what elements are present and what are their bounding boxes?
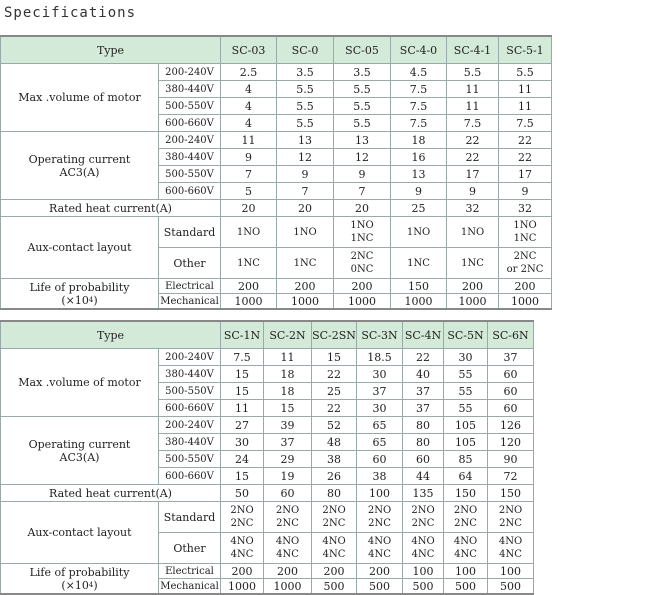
aux-other-label: Other — [159, 533, 221, 564]
voltage-label: 200-240V — [159, 64, 221, 81]
value-cell: 11 — [499, 81, 552, 98]
value-cell: 7.5 — [221, 349, 264, 366]
voltage-label: 600-660V — [159, 400, 221, 417]
voltage-label: 380-440V — [159, 366, 221, 383]
value-cell — [488, 502, 534, 533]
aux-standard-label: Standard — [159, 502, 221, 533]
voltage-label: 380-440V — [159, 434, 221, 451]
value-cell: 7.5 — [447, 115, 499, 132]
value-cell: 5.5 — [277, 98, 334, 115]
value-line: 2NC — [454, 518, 477, 529]
voltage-label: 600-660V — [159, 468, 221, 485]
value-line: 2NC — [513, 251, 537, 262]
value-cell: 60 — [488, 383, 534, 400]
value-cell: 55 — [444, 366, 488, 383]
max-volume-label: Max .volume of motor — [1, 349, 159, 417]
value-cell: 500 — [444, 579, 488, 595]
life-label — [1, 564, 159, 595]
value-cell — [488, 533, 534, 564]
rated-heat-label: Rated heat current(A) — [1, 200, 221, 217]
rated-heat-label: Rated heat current(A) — [1, 485, 221, 502]
value-cell: 39 — [264, 417, 312, 434]
value-cell: 40 — [403, 366, 444, 383]
value-line: 4NO — [498, 536, 523, 547]
value-line: 1NO — [406, 226, 431, 238]
value-cell — [221, 502, 264, 533]
value-cell: 9 — [334, 166, 391, 183]
value-cell: 11 — [264, 349, 312, 366]
model-header: SC-4N — [403, 321, 444, 349]
value-cell: 12 — [334, 149, 391, 166]
voltage-label: 200-240V — [159, 132, 221, 149]
value-cell: 3.5 — [334, 64, 391, 81]
value-cell: 22 — [312, 400, 357, 417]
value-cell — [403, 502, 444, 533]
operating-current-line2: AC3(A) — [59, 165, 100, 179]
value-line: 2NC — [322, 518, 346, 529]
value-cell: 135 — [403, 485, 444, 502]
value-cell: 7 — [334, 183, 391, 200]
value-line: 2NC — [230, 518, 254, 529]
value-cell: 5.5 — [447, 64, 499, 81]
spec-table-2 — [0, 320, 534, 595]
value-cell: 16 — [391, 149, 447, 166]
value-cell: 9 — [499, 183, 552, 200]
value-cell: 7.5 — [391, 98, 447, 115]
value-cell: 1000 — [221, 579, 264, 595]
value-line: 0NC — [350, 264, 374, 275]
value-cell: 200 — [334, 279, 391, 294]
value-line: 2NC — [499, 518, 522, 529]
value-line: 2NC — [350, 251, 374, 262]
value-cell: 126 — [488, 417, 534, 434]
value-line: 2NO — [453, 505, 478, 516]
value-cell: 4 — [221, 115, 277, 132]
value-cell: 7 — [221, 166, 277, 183]
model-header: SC-4-0 — [391, 36, 447, 64]
value-cell: 15 — [312, 349, 357, 366]
aux-standard-row — [1, 217, 552, 248]
value-line: 1NC — [350, 233, 374, 244]
model-header: SC-5-1 — [499, 36, 552, 64]
value-cell: 500 — [403, 579, 444, 595]
value-cell: 500 — [357, 579, 403, 595]
value-cell: 20 — [277, 200, 334, 217]
value-cell: 55 — [444, 383, 488, 400]
voltage-label: 600-660V — [159, 115, 221, 132]
value-cell: 105 — [444, 417, 488, 434]
spec-table-1 — [0, 35, 552, 310]
value-cell: 25 — [312, 383, 357, 400]
value-cell: 26 — [312, 468, 357, 485]
value-cell: 22 — [447, 132, 499, 149]
value-cell: 1000 — [334, 294, 391, 310]
value-cell — [221, 533, 264, 564]
operating-current-label — [1, 132, 159, 200]
value-cell: 27 — [221, 417, 264, 434]
value-cell: 1000 — [264, 579, 312, 595]
value-cell: 200 — [312, 564, 357, 579]
value-line: 4NO — [230, 536, 254, 547]
value-cell — [312, 533, 357, 564]
value-cell: 100 — [488, 564, 534, 579]
value-cell: 65 — [357, 434, 403, 451]
value-cell: 11 — [499, 98, 552, 115]
value-cell: 90 — [488, 451, 534, 468]
life-unit-close: ) — [93, 293, 98, 307]
value-cell — [447, 248, 499, 279]
value-cell — [499, 217, 552, 248]
model-header: SC-0 — [277, 36, 334, 64]
table-row — [1, 132, 552, 149]
value-cell: 15 — [221, 468, 264, 485]
value-cell: 1000 — [391, 294, 447, 310]
voltage-label: 500-550V — [159, 166, 221, 183]
life-line2 — [1, 294, 158, 307]
value-line: 1NC — [293, 257, 317, 269]
value-cell: 100 — [357, 485, 403, 502]
life-electrical-row — [1, 564, 534, 579]
value-cell: 1000 — [221, 294, 277, 310]
value-cell: 60 — [357, 451, 403, 468]
value-line: 4NO — [275, 536, 300, 547]
aux-contact-label: Aux-contact layout — [1, 217, 159, 279]
rated-heat-row — [1, 485, 534, 502]
value-cell: 32 — [499, 200, 552, 217]
value-cell: 17 — [447, 166, 499, 183]
value-cell: 38 — [357, 468, 403, 485]
aux-standard-row — [1, 502, 534, 533]
value-cell: 30 — [357, 400, 403, 417]
value-cell: 105 — [444, 434, 488, 451]
voltage-label: 380-440V — [159, 81, 221, 98]
voltage-label: 600-660V — [159, 183, 221, 200]
value-cell: 48 — [312, 434, 357, 451]
value-cell — [264, 502, 312, 533]
value-cell: 500 — [312, 579, 357, 595]
value-cell: 37 — [403, 383, 444, 400]
value-cell: 5.5 — [499, 64, 552, 81]
value-cell: 22 — [447, 149, 499, 166]
value-cell: 37 — [403, 400, 444, 417]
value-cell: 5.5 — [334, 98, 391, 115]
value-cell: 60 — [488, 400, 534, 417]
value-cell: 7.5 — [391, 81, 447, 98]
voltage-label: 200-240V — [159, 417, 221, 434]
life-line1: Life of probability — [29, 565, 130, 579]
life-electrical-row — [1, 279, 552, 294]
value-cell: 5.5 — [277, 81, 334, 98]
value-cell: 37 — [488, 349, 534, 366]
life-unit-exponent: 4 — [88, 580, 94, 589]
value-line: 1NO — [236, 226, 261, 238]
value-cell: 2.5 — [221, 64, 277, 81]
value-cell: 11 — [221, 132, 277, 149]
operating-current-line1: Operating current — [28, 152, 131, 166]
life-line2 — [1, 579, 158, 592]
value-cell: 22 — [403, 349, 444, 366]
value-cell — [499, 248, 552, 279]
value-cell: 4 — [221, 81, 277, 98]
value-line: 4NC — [276, 549, 299, 560]
model-header: SC-6N — [488, 321, 534, 349]
value-cell: 55 — [444, 400, 488, 417]
value-cell: 60 — [488, 366, 534, 383]
life-label — [1, 279, 159, 310]
value-line: 4NC — [499, 549, 522, 560]
value-cell: 22 — [312, 366, 357, 383]
value-line: 1NC — [407, 257, 430, 269]
value-line: 4NC — [454, 549, 477, 560]
operating-current-line2: AC3(A) — [59, 450, 100, 464]
aux-standard-label: Standard — [159, 217, 221, 248]
value-cell: 18 — [264, 366, 312, 383]
value-cell — [221, 248, 277, 279]
value-cell: 5.5 — [277, 115, 334, 132]
value-cell: 20 — [334, 200, 391, 217]
value-line: 1NC — [513, 233, 537, 244]
value-cell — [334, 217, 391, 248]
value-cell: 19 — [264, 468, 312, 485]
value-cell: 80 — [403, 417, 444, 434]
value-cell: 80 — [403, 434, 444, 451]
life-unit-exponent: 4 — [88, 295, 94, 304]
value-cell: 150 — [444, 485, 488, 502]
value-cell: 7.5 — [499, 115, 552, 132]
value-cell: 1000 — [499, 294, 552, 310]
value-cell: 100 — [444, 564, 488, 579]
value-cell: 38 — [312, 451, 357, 468]
value-cell — [277, 248, 334, 279]
model-header: SC-2N — [264, 321, 312, 349]
value-cell — [403, 533, 444, 564]
value-cell: 150 — [488, 485, 534, 502]
voltage-label: 500-550V — [159, 383, 221, 400]
life-unit: (×10 — [61, 578, 89, 592]
value-cell: 4 — [221, 98, 277, 115]
value-cell — [221, 217, 277, 248]
value-cell: 500 — [488, 579, 534, 595]
value-cell: 15 — [264, 400, 312, 417]
value-cell: 150 — [391, 279, 447, 294]
value-line: 4NC — [230, 549, 254, 560]
value-line: 2NO — [322, 505, 346, 516]
type-header: Type — [1, 36, 221, 64]
table-row — [1, 417, 534, 434]
life-line1: Life of probability — [29, 280, 130, 294]
life-unit: (×10 — [61, 293, 89, 307]
value-cell — [444, 502, 488, 533]
value-line: 1NC — [237, 257, 260, 269]
value-cell: 1000 — [277, 294, 334, 310]
operating-current-label — [1, 417, 159, 485]
value-cell — [312, 502, 357, 533]
value-cell — [357, 502, 403, 533]
value-cell: 5 — [221, 183, 277, 200]
value-cell: 24 — [221, 451, 264, 468]
value-cell: 17 — [499, 166, 552, 183]
value-cell — [391, 217, 447, 248]
header-row — [1, 321, 534, 349]
life-mechanical-label: Mechanical — [159, 294, 221, 310]
value-cell: 30 — [221, 434, 264, 451]
rated-heat-row — [1, 200, 552, 217]
value-cell: 64 — [444, 468, 488, 485]
value-cell: 44 — [403, 468, 444, 485]
value-cell: 11 — [447, 98, 499, 115]
max-volume-label: Max .volume of motor — [1, 64, 159, 132]
aux-other-label: Other — [159, 248, 221, 279]
value-cell: 9 — [447, 183, 499, 200]
value-cell: 52 — [312, 417, 357, 434]
value-cell: 18 — [264, 383, 312, 400]
life-unit-close: ) — [93, 578, 98, 592]
value-cell: 29 — [264, 451, 312, 468]
value-cell: 37 — [357, 383, 403, 400]
table-row — [1, 64, 552, 81]
voltage-label: 500-550V — [159, 451, 221, 468]
value-cell: 200 — [221, 279, 277, 294]
value-line: 1NO — [350, 220, 374, 231]
value-line: 4NC — [322, 549, 346, 560]
value-cell — [334, 248, 391, 279]
value-cell — [447, 217, 499, 248]
value-cell: 5.5 — [334, 81, 391, 98]
value-cell: 60 — [264, 485, 312, 502]
value-cell: 100 — [403, 564, 444, 579]
value-cell: 72 — [488, 468, 534, 485]
value-cell: 18.5 — [357, 349, 403, 366]
value-cell: 25 — [391, 200, 447, 217]
value-line: 2NO — [498, 505, 523, 516]
value-line: 1NO — [513, 220, 537, 231]
value-line: 2NO — [367, 505, 392, 516]
value-line: 2NC — [276, 518, 299, 529]
value-cell: 4.5 — [391, 64, 447, 81]
value-cell — [391, 248, 447, 279]
value-cell: 12 — [277, 149, 334, 166]
value-cell: 200 — [221, 564, 264, 579]
aux-contact-label: Aux-contact layout — [1, 502, 159, 564]
value-cell: 5.5 — [334, 115, 391, 132]
model-header: SC-05 — [334, 36, 391, 64]
value-cell: 85 — [444, 451, 488, 468]
value-cell — [264, 533, 312, 564]
value-cell: 18 — [391, 132, 447, 149]
value-line: 2NO — [411, 505, 435, 516]
value-cell: 9 — [391, 183, 447, 200]
value-cell: 30 — [444, 349, 488, 366]
value-cell: 200 — [447, 279, 499, 294]
value-line: 1NC — [461, 257, 484, 269]
value-cell: 50 — [221, 485, 264, 502]
value-line: 1NO — [293, 226, 317, 238]
model-header: SC-1N — [221, 321, 264, 349]
value-line: 4NO — [411, 536, 435, 547]
value-cell: 11 — [447, 81, 499, 98]
model-header: SC-2SN — [312, 321, 357, 349]
value-cell: 200 — [499, 279, 552, 294]
value-cell: 15 — [221, 383, 264, 400]
value-cell: 3.5 — [277, 64, 334, 81]
voltage-label: 500-550V — [159, 98, 221, 115]
header-row — [1, 36, 552, 64]
value-cell: 65 — [357, 417, 403, 434]
value-cell: 200 — [264, 564, 312, 579]
model-header: SC-03 — [221, 36, 277, 64]
voltage-label: 380-440V — [159, 149, 221, 166]
value-cell: 60 — [403, 451, 444, 468]
value-line: 1NO — [460, 226, 485, 238]
value-line: or 2NC — [506, 264, 544, 275]
value-cell: 11 — [221, 400, 264, 417]
value-line: 2NO — [230, 505, 254, 516]
model-header: SC-3N — [357, 321, 403, 349]
operating-current-line1: Operating current — [28, 437, 131, 451]
value-cell: 22 — [499, 132, 552, 149]
value-line: 4NC — [411, 549, 435, 560]
table-row — [1, 349, 534, 366]
value-line: 2NC — [411, 518, 435, 529]
value-cell: 13 — [277, 132, 334, 149]
value-cell: 120 — [488, 434, 534, 451]
value-cell: 80 — [312, 485, 357, 502]
value-cell: 20 — [221, 200, 277, 217]
value-cell: 9 — [221, 149, 277, 166]
value-cell: 13 — [391, 166, 447, 183]
value-cell: 7 — [277, 183, 334, 200]
life-mechanical-label: Mechanical — [159, 579, 221, 595]
value-cell: 32 — [447, 200, 499, 217]
voltage-label: 200-240V — [159, 349, 221, 366]
value-cell: 200 — [277, 279, 334, 294]
value-cell: 15 — [221, 366, 264, 383]
value-line: 2NO — [275, 505, 300, 516]
value-cell: 7.5 — [391, 115, 447, 132]
model-header: SC-5N — [444, 321, 488, 349]
value-cell: 37 — [264, 434, 312, 451]
value-line: 4NO — [322, 536, 346, 547]
value-cell — [277, 217, 334, 248]
value-cell — [444, 533, 488, 564]
value-cell: 30 — [357, 366, 403, 383]
value-line: 2NC — [368, 518, 391, 529]
value-cell — [357, 533, 403, 564]
page-title: Specifications — [4, 5, 137, 21]
model-header: SC-4-1 — [447, 36, 499, 64]
value-cell: 9 — [277, 166, 334, 183]
life-electrical-label: Electrical — [159, 564, 221, 579]
value-cell: 1000 — [447, 294, 499, 310]
value-line: 4NO — [453, 536, 478, 547]
life-electrical-label: Electrical — [159, 279, 221, 294]
value-cell: 13 — [334, 132, 391, 149]
value-line: 4NO — [367, 536, 392, 547]
type-header: Type — [1, 321, 221, 349]
value-cell: 22 — [499, 149, 552, 166]
value-cell: 200 — [357, 564, 403, 579]
value-line: 4NC — [368, 549, 391, 560]
